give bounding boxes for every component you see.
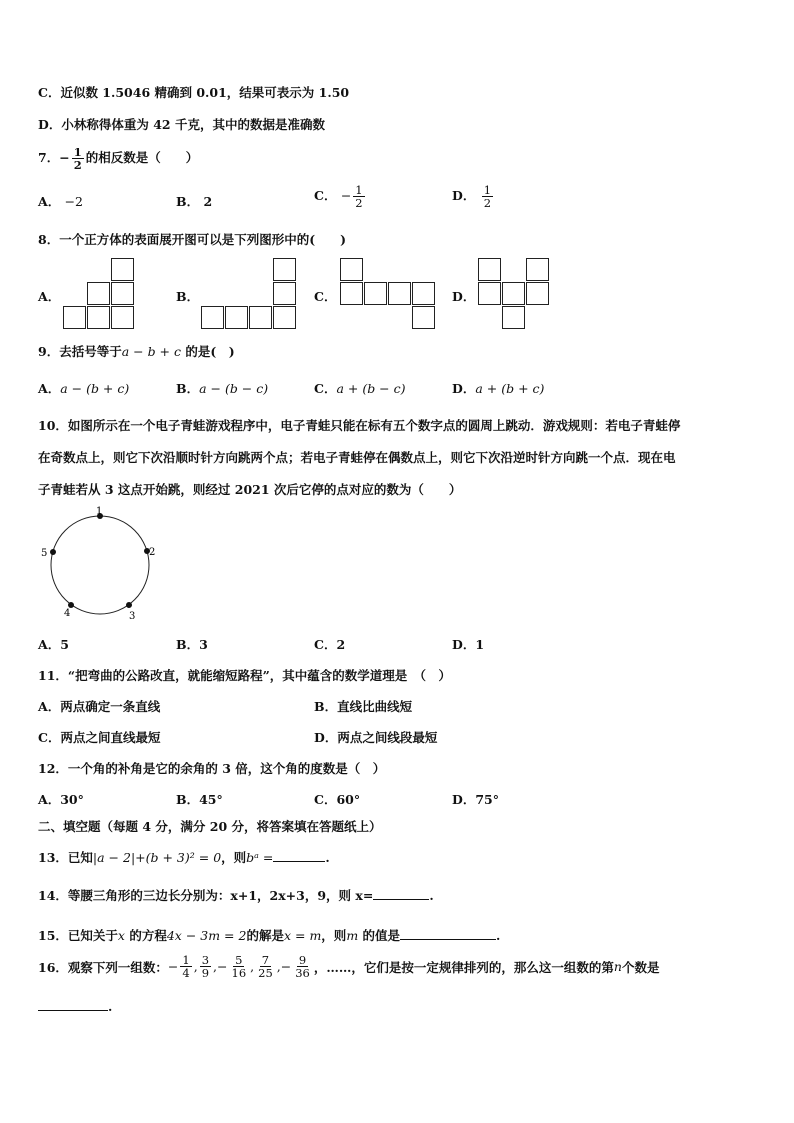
q10-circle: [51, 516, 149, 614]
q6-option-c: C．近似数 1.5046 精确到 0.01，结果可表示为 1.50: [38, 85, 350, 100]
q11-option-d: D．两点之间线段最短: [314, 730, 438, 745]
q10-stem-line-2: 在奇数点上，则它下次沿顺时针方向跳两个点；若电子青蛙停在偶数点上，则它下次沿逆时针方向跳一个点．现在电: [38, 450, 676, 465]
q16-post2: 个数是: [621, 959, 660, 975]
q16-post: ，……，它们是按一定规律排列的，那么这一组数的第: [313, 959, 614, 975]
q16-term-sign: −: [280, 959, 292, 975]
q10-option-a: A．5: [38, 637, 69, 652]
q16-term: [281, 954, 314, 979]
q7-option-a-label: A．: [38, 194, 61, 209]
q11-option-c: C．两点之间直线最短: [38, 730, 161, 745]
net-cell: [478, 258, 501, 281]
q7-option-c-fraction: [353, 184, 364, 209]
net-cell: [273, 258, 296, 281]
q9-option-a-label: A．: [38, 381, 61, 396]
q7-neg: −: [59, 150, 70, 166]
net-cell: [478, 282, 501, 305]
q12-option-c: C．60°: [314, 792, 361, 807]
q10-point-3-label: 3: [129, 611, 136, 622]
q10-stem-line-1: 10．如图所示在一个电子青蛙游戏程序中，电子青蛙只能在标有五个数字点的圆周上跳动．游戏规则：若电子青蛙停: [38, 418, 681, 433]
q10-point-5-dot: [50, 549, 56, 555]
q9-option-d: [452, 379, 544, 397]
question-13: [38, 848, 330, 866]
q15-mid3: ，则: [321, 928, 347, 943]
q14-answer-blank[interactable]: [373, 887, 429, 900]
q7-option-d-num: 1: [483, 183, 492, 197]
q7-option-c-num: 1: [355, 183, 363, 197]
q10-point-4-label: 4: [64, 608, 71, 619]
q9-option-a-expr: a − (b + c): [60, 381, 130, 396]
question-9-stem: [38, 342, 235, 360]
q13-mid: ，则: [221, 850, 247, 865]
q11-option-b: B．直线比曲线短: [314, 699, 413, 714]
question-15: [38, 926, 500, 944]
q8-option-d-label: D．: [452, 289, 476, 304]
q15-var-x: x: [117, 928, 125, 943]
net-cell: [412, 282, 435, 305]
q13-pre: 13．已知: [38, 850, 93, 865]
q16-term-num: 7: [261, 953, 270, 967]
q13-expr2: bᵃ =: [246, 850, 274, 865]
q16-term-den: 4: [182, 966, 190, 981]
net-cell: [111, 306, 134, 329]
question-11-stem: 11．“把弯曲的公路改直，就能缩短路程”，其中蕴含的数学道理是 （ ）: [38, 668, 452, 683]
net-cell: [412, 306, 435, 329]
q16-comma: ,: [250, 959, 255, 975]
q15-post: 的值是: [362, 928, 401, 943]
q16-term-fraction: [180, 954, 191, 979]
q16-term: [168, 954, 194, 979]
q7-option-c-den: 2: [355, 196, 363, 211]
q15-mid1: 的方程: [129, 928, 167, 943]
q16-end: .: [108, 999, 113, 1014]
q9-option-c-expr: a + (b − c): [336, 381, 406, 396]
question-8-stem: 8．一个正方体的表面展开图可以是下列图形中的( ): [38, 232, 347, 247]
q7-stem-text: 的相反数是（ ）: [85, 150, 199, 166]
q14-post: .: [429, 888, 434, 903]
q16-term-num: 5: [235, 953, 243, 967]
question-7-stem: [38, 146, 198, 171]
section-2-heading: 二、填空题（每题 4 分，满分 20 分，将答案填在答题纸上）: [38, 819, 382, 834]
net-cell: [111, 282, 134, 305]
q16-term-fraction: [293, 954, 312, 979]
q12-option-b: B．45°: [176, 792, 223, 807]
q12-option-a: A．30°: [38, 792, 84, 807]
q7-fraction: [72, 146, 84, 171]
q16-term-den: 9: [201, 966, 210, 981]
q16-comma: ,: [193, 959, 198, 975]
q9-stem-expr: a − b + c: [121, 344, 181, 359]
q8-option-b-label: B．: [176, 289, 200, 304]
q8-option-a-label: A．: [38, 289, 61, 304]
net-cell: [63, 306, 86, 329]
net-cell: [273, 306, 296, 329]
q15-mid2: 的解是: [246, 928, 284, 943]
net-cell: [225, 306, 248, 329]
q16-term-fraction: [256, 954, 275, 979]
q16-answer-line: [38, 998, 112, 1014]
q10-option-d: D．1: [452, 637, 485, 652]
q9-option-b-expr: a − (b − c): [199, 381, 269, 396]
net-cell: [526, 258, 549, 281]
q16-comma: ,: [213, 959, 218, 975]
q10-option-c: C．2: [314, 637, 346, 652]
net-cell: [340, 282, 363, 305]
q7-option-b-value: 2: [203, 194, 213, 209]
q16-pre: 16．观察下列一组数：: [38, 959, 168, 975]
q7-option-c-neg: −: [340, 188, 352, 204]
q10-point-3-dot: [126, 602, 132, 608]
q10-point-2-label: 2: [149, 547, 156, 558]
q9-option-b-label: B．: [176, 381, 200, 396]
net-cell: [201, 306, 224, 329]
q7-option-c-label: C．: [314, 188, 337, 204]
q16-term-fraction: [230, 954, 249, 979]
q16-term-den: 16: [231, 966, 247, 981]
q16-term-num: 3: [201, 953, 210, 967]
net-cell: [526, 282, 549, 305]
q7-number: 7．: [38, 150, 60, 166]
q16-term-sign: −: [167, 959, 179, 975]
q13-post: .: [325, 850, 330, 865]
q9-stem-pre: 9．去括号等于: [38, 344, 122, 359]
q10-point-1-label: 1: [96, 506, 103, 517]
q16-term-sign: −: [217, 959, 228, 975]
q12-option-d: D．75°: [452, 792, 499, 807]
question-16: [38, 954, 659, 979]
q9-option-a: [38, 379, 129, 397]
q15-end: .: [496, 928, 501, 943]
net-cell: [340, 258, 363, 281]
q16-term: [198, 954, 213, 979]
q13-expr: |a − 2|+(b + 3)² = 0: [92, 850, 222, 865]
q15-pre: 15．已知关于: [38, 928, 118, 943]
net-cell: [502, 282, 525, 305]
net-cell: [388, 282, 411, 305]
question-12-stem: 12．一个角的补角是它的余角的 3 倍，这个角的度数是（ ）: [38, 761, 386, 776]
q7-option-d-label: D．: [452, 188, 476, 204]
q7-option-d-den: 2: [483, 196, 492, 211]
q16-term-den: 25: [258, 966, 273, 981]
q7-option-a: [38, 192, 83, 210]
q9-option-d-label: D．: [452, 381, 476, 396]
net-cell: [502, 306, 525, 329]
q7-option-d: [452, 184, 495, 209]
q7-frac-den: 2: [73, 158, 82, 173]
q16-answer-blank[interactable]: [38, 998, 108, 1011]
net-cell: [364, 282, 387, 305]
q10-point-5-label: 5: [41, 548, 48, 559]
q13-answer-blank[interactable]: [273, 849, 325, 862]
q6-option-d: D．小林称得体重为 42 千克，其中的数据是准确数: [38, 117, 325, 132]
question-14: [38, 886, 434, 904]
q15-var-m: m: [346, 928, 359, 943]
net-cell: [111, 258, 134, 281]
net-cell: [249, 306, 272, 329]
q7-option-b-label: B．: [176, 194, 200, 209]
q16-term: [254, 954, 277, 979]
q11-option-a: A．两点确定一条直线: [38, 699, 161, 714]
q7-option-b: [176, 192, 212, 210]
q10-circle-diagram: [36, 505, 166, 625]
q7-option-d-fraction: [482, 184, 493, 209]
q15-equation: 4x − 3m = 2: [166, 928, 247, 943]
q7-frac-num: 1: [73, 145, 82, 159]
q16-term: [217, 954, 250, 979]
q10-option-b: B．3: [176, 637, 208, 652]
net-cell: [87, 306, 110, 329]
q16-term-fraction: [200, 954, 211, 979]
q7-option-c: [314, 184, 367, 209]
q9-option-d-expr: a + (b + c): [475, 381, 545, 396]
q16-sequence: [168, 954, 314, 979]
q10-stem-line-3: 子青蛙若从 3 这点开始跳，则经过 2021 次后它停的点对应的数为（ ）: [38, 482, 462, 497]
q16-term-num: 1: [182, 953, 190, 967]
q9-stem-post: 的是( ): [185, 344, 235, 359]
q16-var-n: n: [613, 959, 622, 975]
q9-option-b: [176, 379, 268, 397]
q16-term-den: 36: [295, 966, 310, 981]
q16-term-num: 9: [298, 953, 307, 967]
q14-text: 14．等腰三角形的三边长分别为：x+1，2x+3，9，则 x=: [38, 888, 374, 903]
q15-solution: x = m: [283, 928, 322, 943]
net-cell: [273, 282, 296, 305]
q9-option-c-label: C．: [314, 381, 337, 396]
q8-option-c-label: C．: [314, 289, 337, 304]
q16-comma: ,: [276, 959, 281, 975]
q9-option-c: [314, 379, 406, 397]
q15-answer-blank[interactable]: [400, 927, 496, 940]
q7-option-a-value: −2: [64, 194, 83, 209]
net-cell: [87, 282, 110, 305]
